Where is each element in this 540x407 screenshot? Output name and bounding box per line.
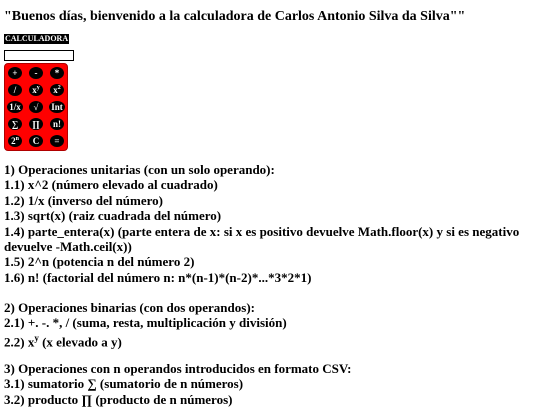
add-button[interactable]: +: [8, 67, 22, 79]
list-item: 1.6) n! (factorial del número n: n*(n-1)*(n-2)*...*3*2*1): [4, 269, 312, 285]
list-item: 1.1) x^2 (número elevado al cuadrado): [4, 177, 218, 193]
sqrt-button[interactable]: √: [29, 101, 43, 113]
divide-button[interactable]: /: [8, 84, 22, 96]
page-title: "Buenos días, bienvenido a la calculadora de Carlos Antonio Silva da Silva"": [4, 9, 466, 24]
subtract-button[interactable]: -: [29, 67, 43, 79]
power-button[interactable]: $x^y$: [29, 84, 43, 96]
multiply-button[interactable]: *: [50, 67, 64, 79]
power-of-two-button[interactable]: 2$^n$: [8, 135, 22, 147]
sum-button[interactable]: ∑: [8, 118, 22, 130]
square-button[interactable]: $x^2$: [50, 84, 64, 96]
list-item: 1.3) sqrt(x) (raiz cuadrada del número): [4, 208, 222, 224]
calculator-label: CALCULADORA: [5, 34, 69, 43]
list-item: 3.1) sumatorio ∑ (sumatorio de n números): [4, 376, 244, 392]
section-heading: 3) Operaciones con n operandos introducidos en formato CSV:: [4, 361, 352, 376]
section-heading: 1) Operaciones unitarias (con un solo operando):: [4, 162, 275, 177]
list-item: 3.2) producto ∏ (producto de n números): [4, 391, 233, 407]
section-heading: 2) Operaciones binarias (con dos operandos):: [4, 300, 255, 315]
integer-part-button[interactable]: Int: [49, 101, 65, 113]
list-item: 2.1) +. -. *, / (suma, resta, multiplicación y división): [4, 315, 287, 331]
calculator-keypad: [4, 63, 68, 151]
product-button[interactable]: ∏: [29, 118, 43, 130]
equals-button[interactable]: =: [50, 135, 64, 147]
binary-operations-section: [4, 300, 287, 350]
nary-operations-section: [4, 361, 351, 407]
inverse-button[interactable]: 1/x: [7, 101, 23, 113]
calculator-display[interactable]: [4, 50, 74, 61]
list-item: 1.2) 1/x (inverso del número): [4, 192, 163, 208]
list-item: 2.2) $x^y$ (x elevado a y): [4, 332, 122, 350]
list-item: 1.5) 2^n (potencia n del número 2): [4, 254, 195, 270]
unary-operations-section: [4, 162, 524, 285]
clear-button[interactable]: C: [29, 135, 43, 147]
list-item: 1.4) parte_entera(x) (parte entera de x: si x es positivo devuelve Math.floor(x) y si es negativo devuelve -Math.ceil(x)): [4, 223, 520, 255]
factorial-button[interactable]: n!: [50, 118, 64, 130]
